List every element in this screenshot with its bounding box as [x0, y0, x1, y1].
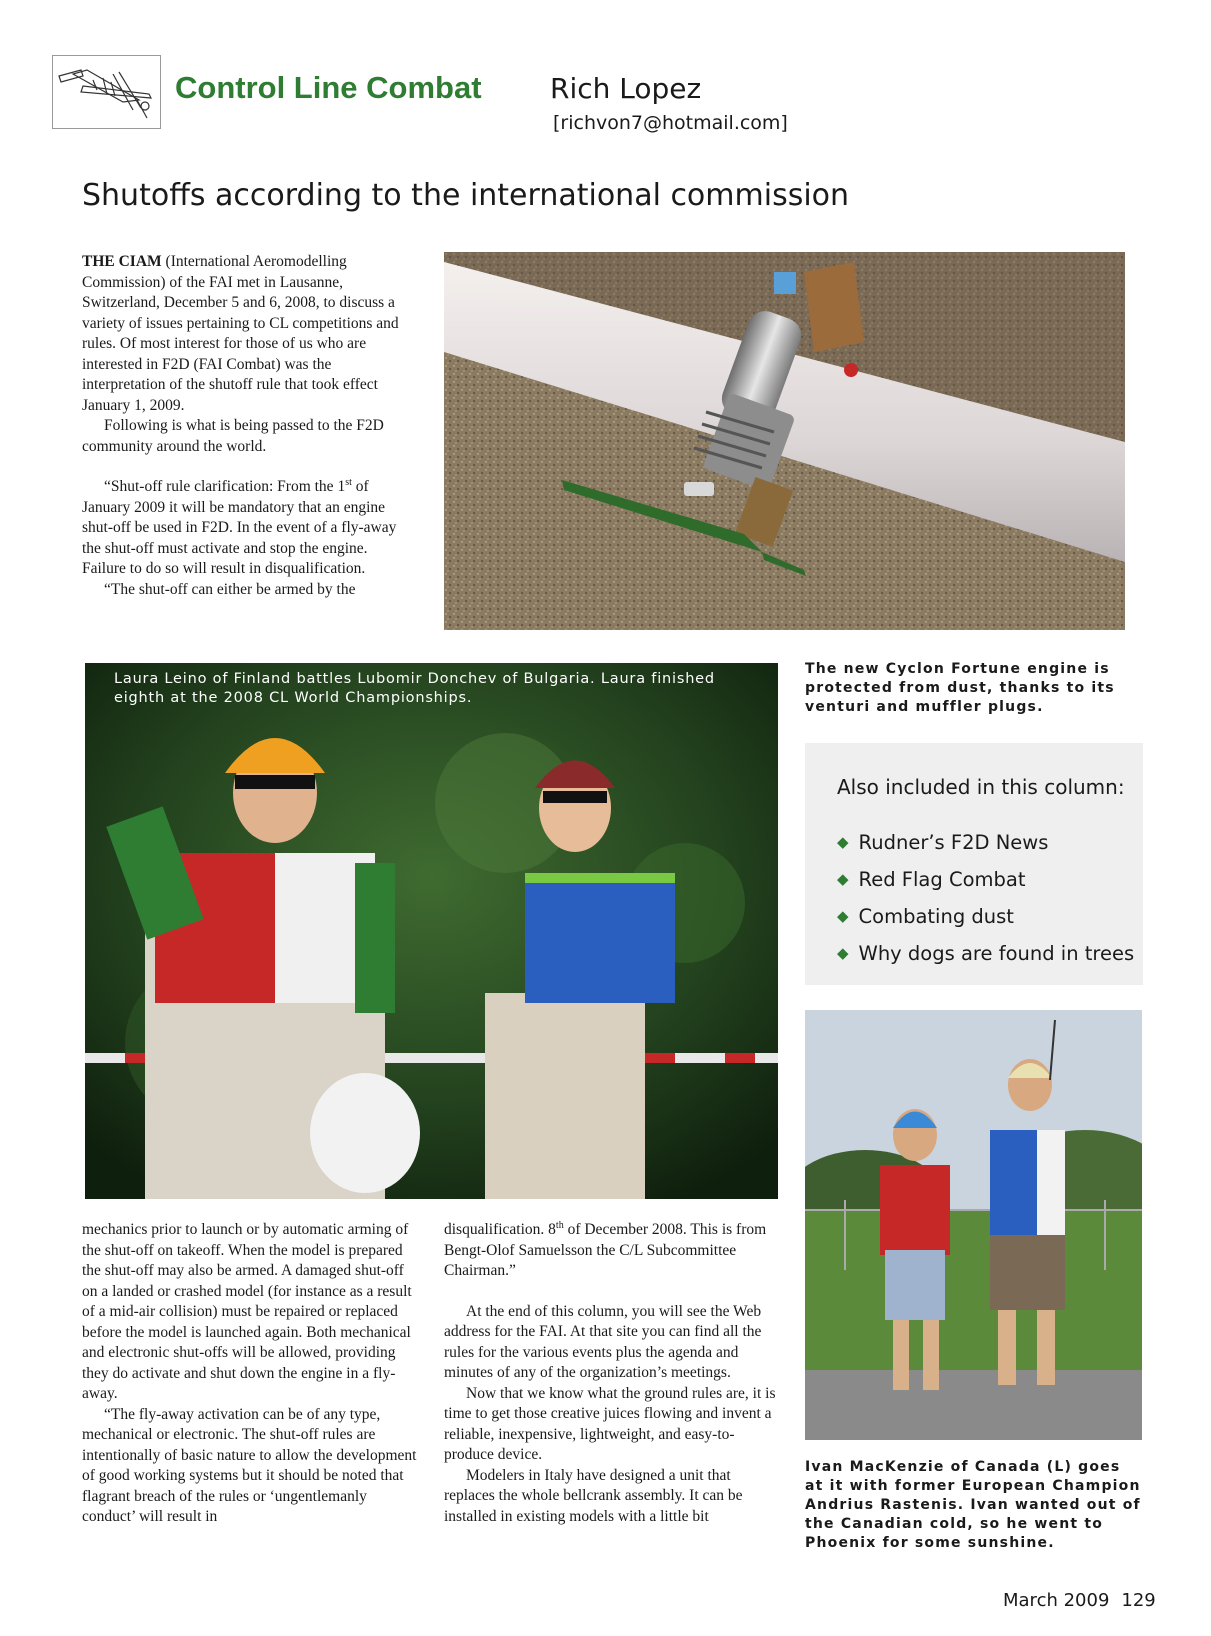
article-column-1-bottom — [82, 1220, 420, 1528]
paragraph: “The shut-off can either be armed by the — [104, 580, 356, 598]
author-name: Rich Lopez — [550, 72, 702, 105]
article-column-1-top — [82, 252, 412, 600]
paragraph — [82, 252, 412, 416]
list-item — [837, 936, 1134, 973]
pilots-photo-caption: Laura Leino of Finland battles Lubomir Donchev of Bulgaria. Laura finished eighth at the 2008 CL World Championships. — [114, 671, 715, 706]
list-item-label: Red Flag Combat — [858, 868, 1026, 891]
article-column-2-bottom — [444, 1220, 782, 1527]
paragraph-text: (International Aeromodelling Commission) of the FAI met in Lausanne, Switzerland, December 5 and 6, 2008, to discuss a variety of issues pertaining to CL competitions and rules. Of most interest for those of us who are interested in F2D (FAI Combat) was the interpretation of the shutoff rule that took effect January 1, 2009. — [82, 253, 399, 414]
paragraph-text: of December 2008. This is from Bengt-Olof Samuelsson the C/L Subcommittee Chairman.” — [444, 1221, 767, 1279]
also-included-title: Also included in this column: — [837, 775, 1125, 799]
pilots-photo — [85, 663, 778, 1199]
also-included-box — [805, 743, 1143, 985]
ivan-photo-caption: Ivan MacKenzie of Canada (L) goes at it with former European Champion Andrius Rastenis. Ivan wanted out of the Canadian cold, so he went to Phoenix for some sunshine. — [805, 1459, 1141, 1551]
paragraph: At the end of this column, you will see the Web address for the FAI. At that site you can find all the rules for the various events plus the agenda and minutes of any of the organization’s meetings. — [444, 1302, 762, 1381]
paragraph: “The fly-away activation can be of any type, mechanical or electronic. The shut-off rules are intentionally of basic nature to allow the development of good working systems but it should be noted that flagrant breach of the rules or ‘ungentlemanly conduct’ will result in — [82, 1405, 417, 1525]
paragraph-text: “Shut-off rule clarification: From the 1 — [104, 478, 346, 495]
paragraph-text: disqualification. 8 — [444, 1221, 556, 1238]
list-item — [837, 899, 1134, 936]
list-item — [837, 825, 1134, 862]
paragraph: Now that we know what the ground rules are, it is time to get those creative juices flowing and invent a reliable, inexpensive, lightweight, and easy-to-produce device. — [444, 1384, 776, 1463]
author-email: [richvon7@hotmail.com] — [553, 112, 788, 134]
superscript: st — [345, 476, 352, 488]
ivan-photo — [805, 1010, 1142, 1440]
column-logo-airplane — [52, 55, 161, 129]
issue-date: March 2009 — [1003, 1590, 1110, 1611]
bullet-icon: ◆ — [837, 870, 849, 888]
list-item-label: Rudner’s F2D News — [858, 831, 1049, 854]
list-item — [837, 862, 1134, 899]
paragraph-text: of January 2009 it will be mandatory that an engine shut-off be used in F2D. In the event of a fly-away the shut-off must activate and stop the engine. Failure to do so will result in disqualification. — [82, 478, 397, 577]
engine-photo-caption: The new Cyclon Fortune engine is protected from dust, thanks to its venturi and muffler plugs. — [805, 661, 1115, 715]
also-included-list — [837, 825, 1134, 973]
superscript: th — [555, 1219, 564, 1231]
lead-in: THE CIAM — [82, 253, 162, 270]
column-title: Control Line Combat — [175, 70, 482, 105]
article-headline: Shutoffs according to the international commission — [82, 178, 850, 213]
list-item-label: Why dogs are found in trees — [858, 942, 1135, 965]
paragraph — [82, 477, 412, 580]
engine-photo — [444, 252, 1125, 630]
bullet-icon: ◆ — [837, 833, 849, 851]
paragraph: Following is what is being passed to the F2D community around the world. — [82, 417, 384, 455]
bullet-icon: ◆ — [837, 944, 849, 962]
paragraph: Modelers in Italy have designed a unit that replaces the whole bellcrank assembly. It can be installed in existing models with a little bit — [444, 1466, 743, 1525]
paragraph: mechanics prior to launch or by automatic arming of the shut-off on takeoff. When the model is prepared the shut-off may also be armed. A damaged shut-off on a landed or crashed model (for instance as a result of a mid-air collision) must be repaired or replaced before the model is launched again. Both mechanical and electronic shut-offs will be allowed, providing they do activate and shut down the engine in a fly-away. — [82, 1221, 412, 1402]
bullet-icon: ◆ — [837, 907, 849, 925]
paragraph — [444, 1220, 782, 1282]
list-item-label: Combating dust — [858, 905, 1014, 928]
page-footer — [1003, 1590, 1156, 1611]
page-number: 129 — [1121, 1590, 1156, 1611]
